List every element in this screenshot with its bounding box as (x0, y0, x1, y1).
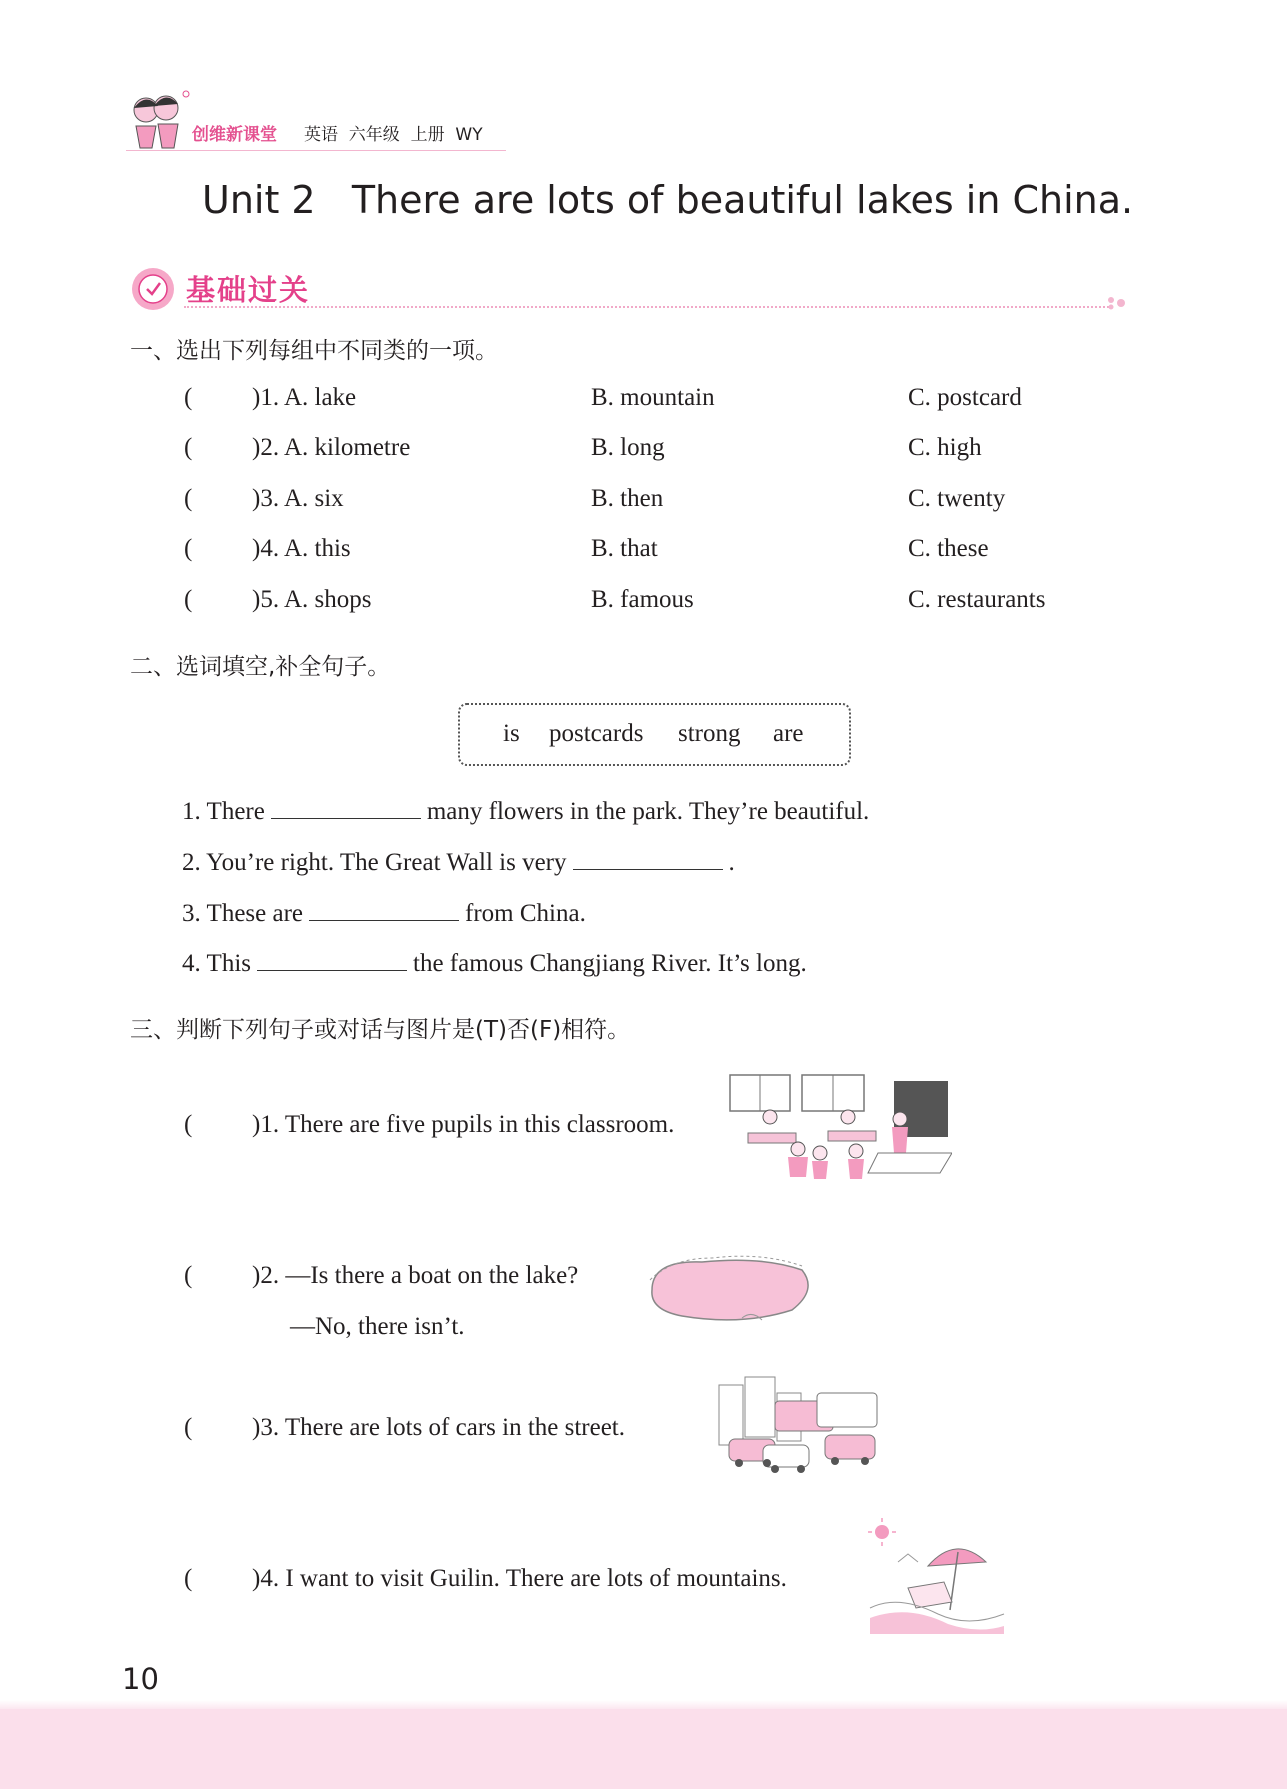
part1-item-4-paren[interactable]: ( (184, 535, 193, 562)
part1-item-3-c: C. twenty (908, 485, 1006, 512)
part3-item-1-paren[interactable]: ( (184, 1111, 193, 1138)
sentence-4-after: the famous Changjiang River. It’s long. (413, 950, 807, 977)
part1-item-1-b: B. mountain (591, 384, 715, 411)
page-title: Unit 2 There are lots of beautiful lakes in China. (202, 178, 1134, 222)
part1-item-2-a: )2. A. kilometre (252, 434, 411, 461)
part1-item-3-a: )3. A. six (252, 485, 344, 512)
part3-item-4-text: )4. I want to visit Guilin. There are lots of mountains. (252, 1565, 787, 1592)
sentence-2-after: . (728, 849, 735, 876)
part3-item-3-paren[interactable]: ( (184, 1414, 193, 1441)
blank-3[interactable] (309, 898, 459, 921)
part1-item-4-c: C. these (908, 535, 989, 562)
part1-instruction: 一、选出下列每组中不同类的一项。 (130, 338, 498, 364)
part1-item-1-c: C. postcard (908, 384, 1022, 411)
classroom-illustration (728, 1073, 952, 1185)
part3-instruction: 三、判断下列句子或对话与图片是(T)否(F)相符。 (130, 1017, 631, 1043)
part2-sentence-1 (182, 796, 869, 826)
part1-item-2-b: B. long (591, 434, 665, 461)
part3-item-3-text: )3. There are lots of cars in the street. (252, 1414, 625, 1441)
word-bank-item-4: are (773, 720, 804, 747)
part1-item-5-a: )5. A. shops (252, 586, 372, 613)
header-divider (126, 150, 506, 151)
part3-item-4-paren[interactable]: ( (184, 1565, 193, 1592)
word-bank-item-3: strong (678, 720, 741, 747)
part3-item-1-text: )1. There are five pupils in this classroom. (252, 1111, 675, 1138)
part1-item-4-a: )4. A. this (252, 535, 351, 562)
kids-logo-icon (122, 86, 194, 158)
part2-instruction: 二、选词填空,补全句子。 (130, 654, 391, 680)
sentence-2-before: 2. You’re right. The Great Wall is very (182, 849, 567, 876)
part3-item-2-paren[interactable]: ( (184, 1262, 193, 1289)
footer-band (0, 1709, 1287, 1789)
sentence-1-before: 1. There (182, 798, 265, 825)
part1-item-3-paren[interactable]: ( (184, 485, 193, 512)
part3-item-2-text2: —No, there isn’t. (290, 1313, 465, 1340)
lake-illustration (642, 1250, 818, 1330)
blank-1[interactable] (271, 796, 421, 819)
part1-item-4-b: B. that (591, 535, 658, 562)
sentence-3-before: 3. These are (182, 900, 304, 927)
part1-item-5-c: C. restaurants (908, 586, 1046, 613)
part1-item-2-c: C. high (908, 434, 982, 461)
sentence-1-after: many flowers in the park. They’re beautiful. (426, 798, 870, 825)
blank-4[interactable] (257, 948, 407, 971)
flower-dots-icon (1106, 296, 1130, 310)
part2-sentence-3 (182, 898, 586, 928)
word-bank-item-2: postcards (549, 720, 644, 747)
blank-2[interactable] (573, 847, 723, 870)
brand-name: 创维新课堂 (192, 125, 277, 145)
word-bank-item-1: is (503, 720, 520, 747)
part1-item-5-b: B. famous (591, 586, 694, 613)
page-number: 10 (122, 1662, 159, 1696)
section-title: 基础过关 (186, 273, 311, 307)
part2-sentence-4 (182, 948, 807, 978)
beach-illustration (868, 1518, 1006, 1634)
book-subject: 英语 六年级 上册 WY (304, 125, 483, 145)
part3-item-2-text: )2. —Is there a boat on the lake? (252, 1262, 579, 1289)
part1-item-1-paren[interactable]: ( (184, 384, 193, 411)
part1-item-5-paren[interactable]: ( (184, 586, 193, 613)
section-divider (184, 306, 1112, 308)
part1-item-1-a: )1. A. lake (252, 384, 357, 411)
section-badge-icon (130, 266, 176, 312)
part2-sentence-2 (182, 847, 735, 877)
street-cars-illustration (715, 1373, 881, 1473)
sentence-3-after: from China. (465, 900, 586, 927)
part1-item-2-paren[interactable]: ( (184, 434, 193, 461)
part1-item-3-b: B. then (591, 485, 664, 512)
sentence-4-before: 4. This (182, 950, 251, 977)
